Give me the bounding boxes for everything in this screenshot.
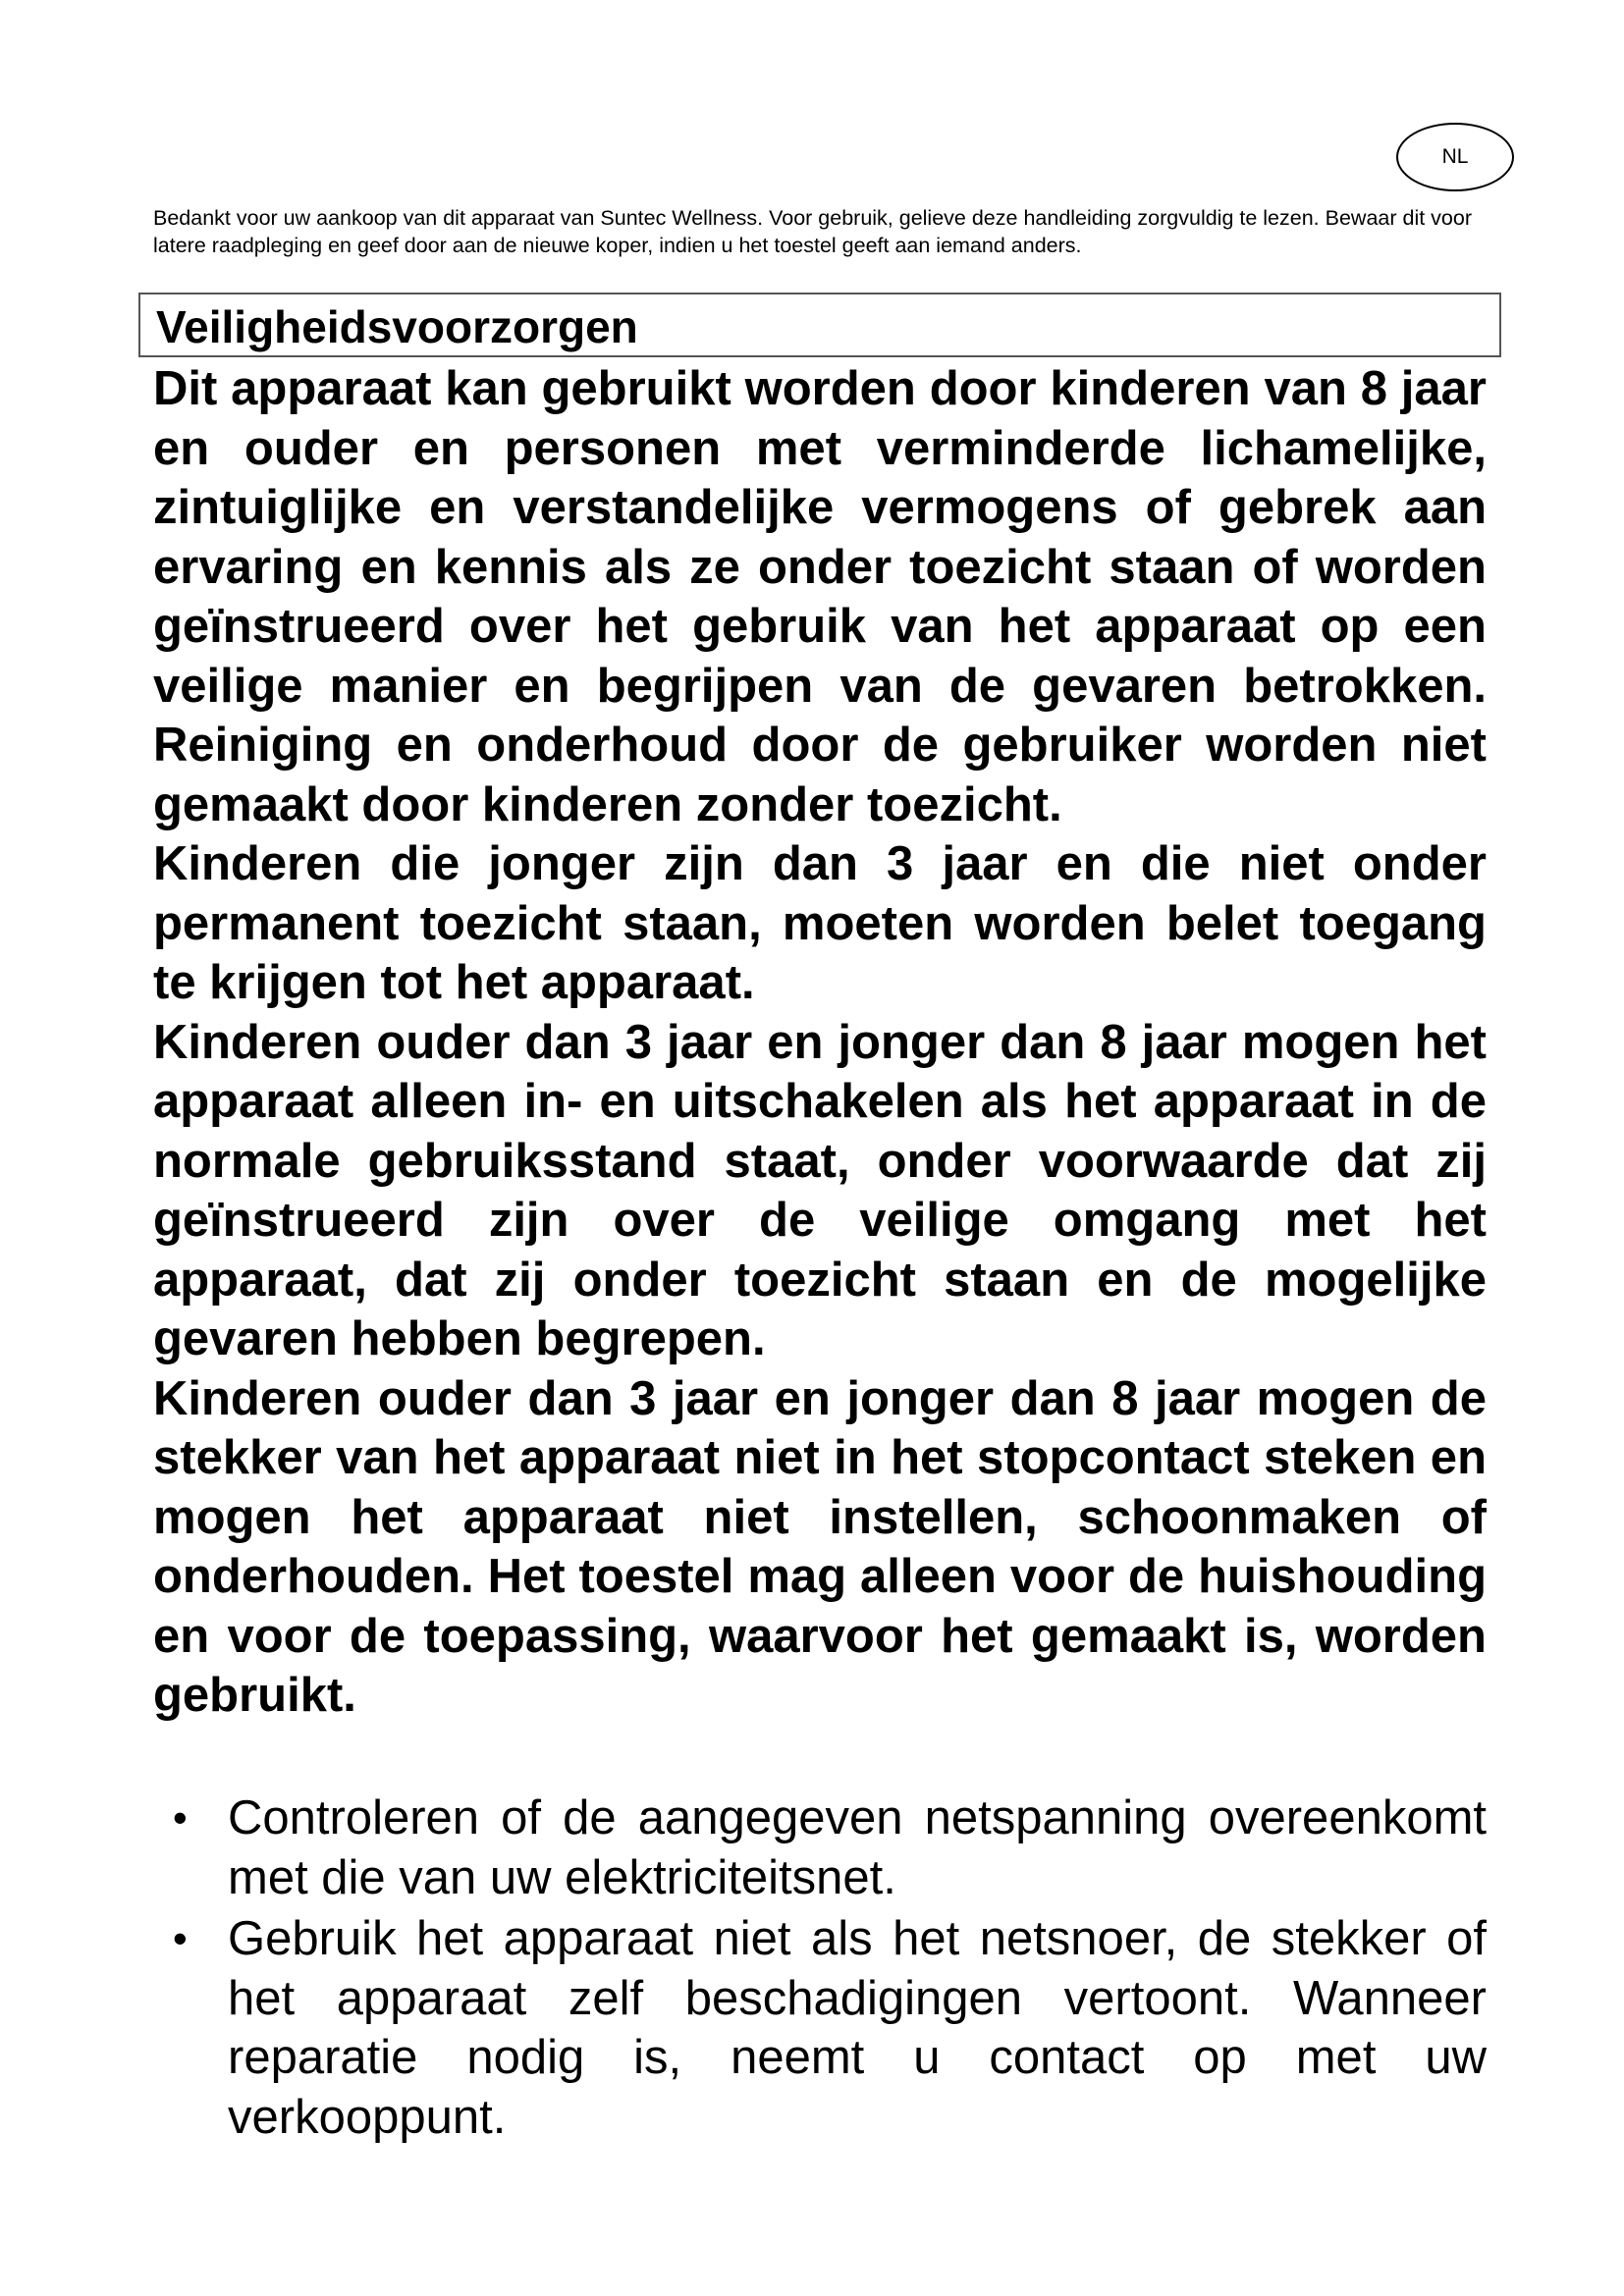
warning-paragraph: Kinderen die jonger zijn dan 3 jaar en die niet onder permanent toezicht staan, moeten worden belet toegang te krijgen tot het apparaat. bbox=[153, 837, 1487, 1009]
list-item-text: Controleren of de aangegeven netspanning overeenkomt met die van uw elektriciteitsnet. bbox=[228, 1791, 1487, 1904]
section-header-box bbox=[138, 293, 1501, 357]
bullet-icon: • bbox=[173, 1915, 188, 1961]
safety-bullet-list bbox=[153, 1789, 1487, 2149]
list-item-text: Gebruik het apparaat niet als het netsnoer, de stekker of het apparaat zelf beschadigingen vertoont. Wanneer reparatie nodig is, neemt u contact op met uw verkooppunt. bbox=[228, 1912, 1487, 2144]
section-title: Veiligheidsvoorzorgen bbox=[156, 301, 638, 352]
intro-text: Bedankt voor uw aankoop van dit apparaat van Suntec Wellness. Voor gebruik, gelieve deze handleiding zorgvuldig te lezen. Bewaar dit voor latere raadpleging en geef door aan de nieuwe koper, indien u het toestel geeft aan iemand anders. bbox=[153, 206, 1473, 257]
language-badge bbox=[1396, 123, 1514, 191]
list-item bbox=[153, 1909, 1487, 2147]
safety-warnings bbox=[153, 359, 1487, 1726]
warning-paragraph: Dit apparaat kan gebruikt worden door kinderen van 8 jaar en ouder en personen met verminderde lichamelijke, zintuiglijke en verstandelijke vermogens of gebrek aan ervaring en kennis als ze onder toezicht staan of worden geïnstrueerd over het gebruik van het apparaat op een veilige manier en begrijpen van de gevaren betrokken. Reiniging en onderhoud door de gebruiker worden niet gemaakt door kinderen zonder toezicht. bbox=[153, 362, 1487, 831]
bullet-icon: • bbox=[173, 1794, 188, 1841]
warning-paragraph: Kinderen ouder dan 3 jaar en jonger dan 8 jaar mogen het apparaat alleen in- en uitschakelen als het apparaat in de normale gebruiksstand staat, onder voorwaarde dat zij geïnstrueerd zijn over de veilige omgang met het apparaat, dat zij onder toezicht staan en de mogelijke gevaren hebben begrepen. bbox=[153, 1015, 1487, 1365]
list-item bbox=[153, 1789, 1487, 1907]
warning-paragraph: Kinderen ouder dan 3 jaar en jonger dan 8 jaar mogen de stekker van het apparaat niet in het stopcontact steken en mogen het apparaat niet instellen, schoonmaken of onderhouden. Het toestel mag alleen voor de huishouding en voor de toepassing, waarvoor het gemaakt is, worden gebruikt. bbox=[153, 1371, 1487, 1722]
language-badge-label: NL bbox=[1441, 145, 1469, 168]
